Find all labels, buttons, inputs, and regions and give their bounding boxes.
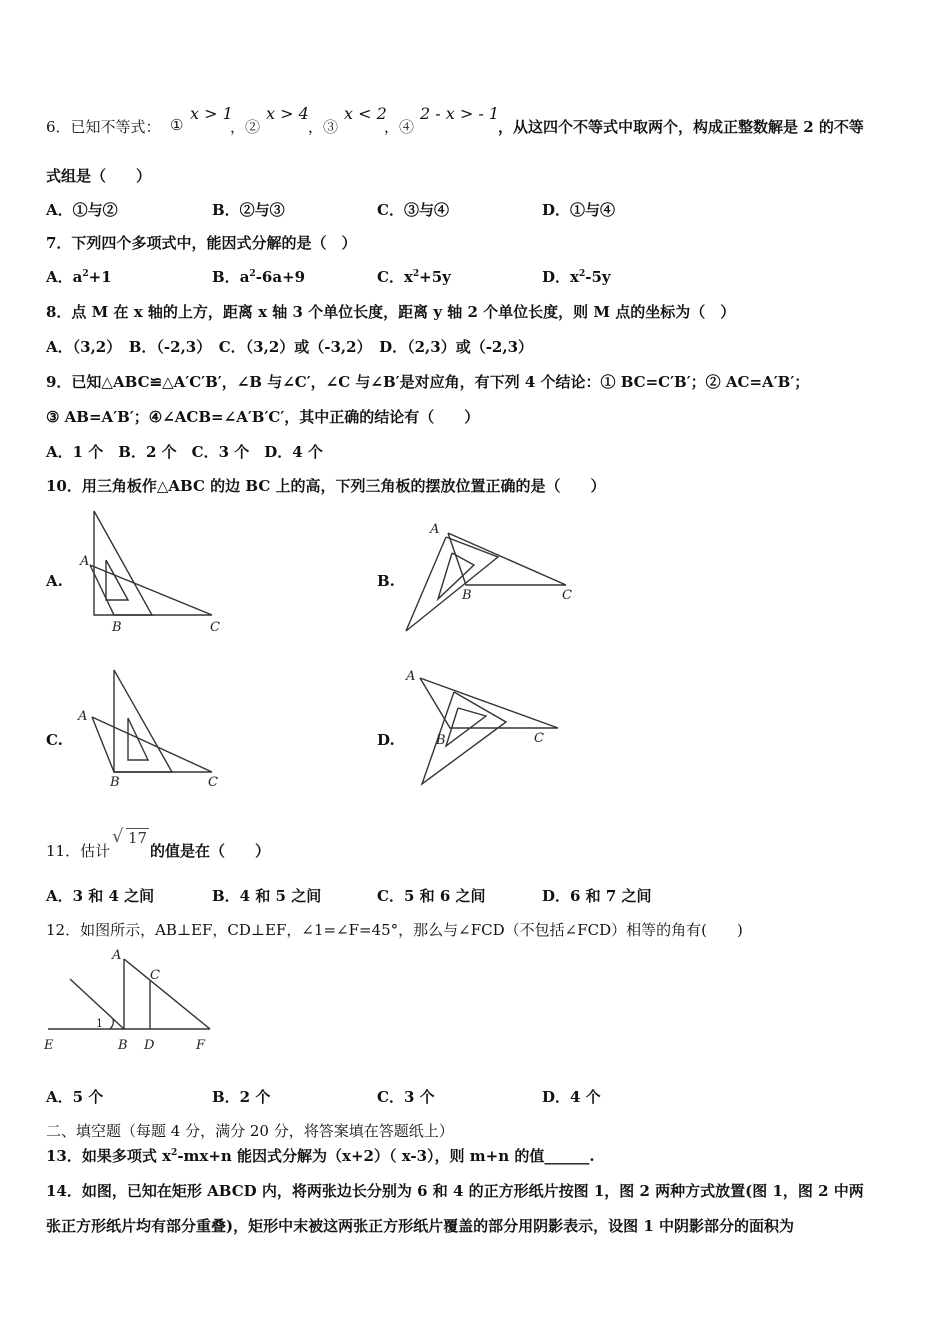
q12-pt-c: C	[150, 968, 160, 983]
q9-line1: 9．已知△ABC≌△A′C′B′，∠B 与∠C′，∠C 与∠B′是对应角，有下列 4 个结论：① BC=C′B′；② AC=A′B′；	[46, 373, 810, 391]
q10-d-pt-c: C	[534, 731, 544, 746]
q6-circle-3: ，③	[308, 118, 339, 136]
q10-figure-d	[398, 662, 598, 792]
q6-circle-2: ，②	[230, 118, 261, 136]
q7-option-c[interactable]: C．$x^2+5y$	[377, 268, 451, 286]
q10-option-d-label[interactable]: D.	[377, 731, 395, 749]
q11-radicand: 17	[128, 829, 148, 847]
q10-d-pt-a: A	[406, 669, 416, 684]
q7-option-b[interactable]: B．$a^2-6a+9$	[212, 268, 306, 286]
q10-option-a-label[interactable]: A.	[46, 572, 63, 590]
q6-option-d[interactable]: D．①与④	[542, 201, 616, 219]
q10-b-pt-b: B	[462, 588, 472, 603]
q12-option-b[interactable]: B．2 个	[212, 1088, 271, 1106]
q10-a-pt-c: C	[210, 620, 220, 635]
q11-option-b[interactable]: B．4 和 5 之间	[212, 887, 322, 905]
q12-option-a[interactable]: A．5 个	[46, 1088, 104, 1106]
q12-pt-f: F	[196, 1038, 206, 1053]
q14-line2: 张正方形纸片均有部分重叠)，矩形中末被这两张正方形纸片覆盖的部分用阴影表示，设图 1 中阴影部分的面积为	[46, 1217, 794, 1235]
q10-c-pt-b: B	[110, 775, 120, 790]
q6-inequality-4: 2 - x > - 1	[420, 104, 500, 123]
q10-d-pt-b: B	[436, 733, 446, 748]
q10-figure-a	[72, 505, 232, 635]
q10-figure-c	[72, 662, 232, 792]
section-2-heading: 二、填空题（每题 4 分，满分 20 分，将答案填在答题纸上）	[46, 1122, 454, 1140]
q10-b-pt-c: C	[562, 588, 572, 603]
q10-stem: 10．用三角板作△ABC 的边 BC 上的高，下列三角板的摆放位置正确的是（ ）	[46, 477, 606, 495]
q7-option-a[interactable]: A．$a^2+1$	[46, 268, 112, 286]
q10-c-pt-c: C	[208, 775, 218, 790]
q12-pt-a: A	[112, 948, 122, 963]
q10-figure-b	[398, 515, 598, 640]
q10-a-pt-b: B	[112, 620, 122, 635]
q6-option-b[interactable]: B．②与③	[212, 201, 285, 219]
q6-circle-4: ，④	[384, 118, 415, 136]
q6-stem: 6．已知不等式：	[46, 118, 161, 136]
q6-inequality-2: x > 4	[266, 104, 309, 123]
q6-line2: 式组是（ ）	[46, 167, 152, 185]
q12-option-c[interactable]: C．3 个	[377, 1088, 435, 1106]
q12-option-d[interactable]: D．4 个	[542, 1088, 601, 1106]
q10-c-pt-a: A	[78, 709, 88, 724]
q8-options[interactable]: A．（3,2） B．（-2,3） C．（3,2）或（-3,2） D．（2,3）或（-2,3）	[46, 338, 534, 356]
sqrt-sign: √	[112, 826, 124, 847]
q8-stem: 8．点 M 在 x 轴的上方，距离 x 轴 3 个单位长度，距离 y 轴 2 个单位长度，则 M 点的坐标为（ ）	[46, 303, 736, 321]
q7-stem: 7．下列四个多项式中，能因式分解的是（ ）	[46, 234, 357, 252]
q7-option-d[interactable]: D．$x^2-5y$	[542, 268, 611, 286]
q13-line: 13．如果多项式 $x^2-mx+n$ 能因式分解为（x+2）（ x-3），则 m+n 的值______.	[46, 1147, 595, 1165]
q10-a-pt-a: A	[80, 554, 90, 569]
q10-option-b-label[interactable]: B.	[377, 572, 395, 590]
q11-option-c[interactable]: C．5 和 6 之间	[377, 887, 486, 905]
q6-option-a[interactable]: A．①与②	[46, 201, 118, 219]
q12-pt-d: D	[144, 1038, 155, 1053]
q12-stem: 12．如图所示，AB⊥EF，CD⊥EF，∠1=∠F=45°，那么与∠FCD（不包括∠FCD）相等的角有( )	[46, 921, 743, 939]
q10-option-c-label[interactable]: C.	[46, 731, 63, 749]
q6-line1	[46, 104, 906, 144]
q6-option-c[interactable]: C．③与④	[377, 201, 449, 219]
q11-post: 的值是在（ ）	[150, 842, 271, 860]
q9-line2: ③ AB=A′B′；④∠ACB=∠A′B′C′，其中正确的结论有（ ）	[46, 408, 480, 426]
q12-angle-1: 1	[96, 1017, 103, 1030]
q12-figure	[40, 945, 220, 1055]
q12-pt-b: B	[118, 1038, 128, 1053]
q14-line1: 14．如图，已知在矩形 ABCD 内，将两张边长分别为 6 和 4 的正方形纸片按图 1，图 2 两种方式放置(图 1，图 2 中两	[46, 1182, 864, 1200]
q6-inequality-1: x > 1	[190, 104, 233, 123]
q11-option-a[interactable]: A．3 和 4 之间	[46, 887, 155, 905]
q11-pre: 11．估计	[46, 842, 111, 860]
q11-option-d[interactable]: D．6 和 7 之间	[542, 887, 652, 905]
q6-inequality-3: x < 2	[344, 104, 387, 123]
q6-tail: ，从这四个不等式中取两个，构成正整数解是 2 的不等	[498, 118, 864, 136]
q12-pt-e: E	[44, 1038, 54, 1053]
q11-line	[46, 826, 446, 866]
q6-circle-1: ①	[170, 116, 184, 134]
q9-options[interactable]: A．1 个 B．2 个 C．3 个 D．4 个	[46, 443, 323, 461]
q10-b-pt-a: A	[430, 522, 440, 537]
